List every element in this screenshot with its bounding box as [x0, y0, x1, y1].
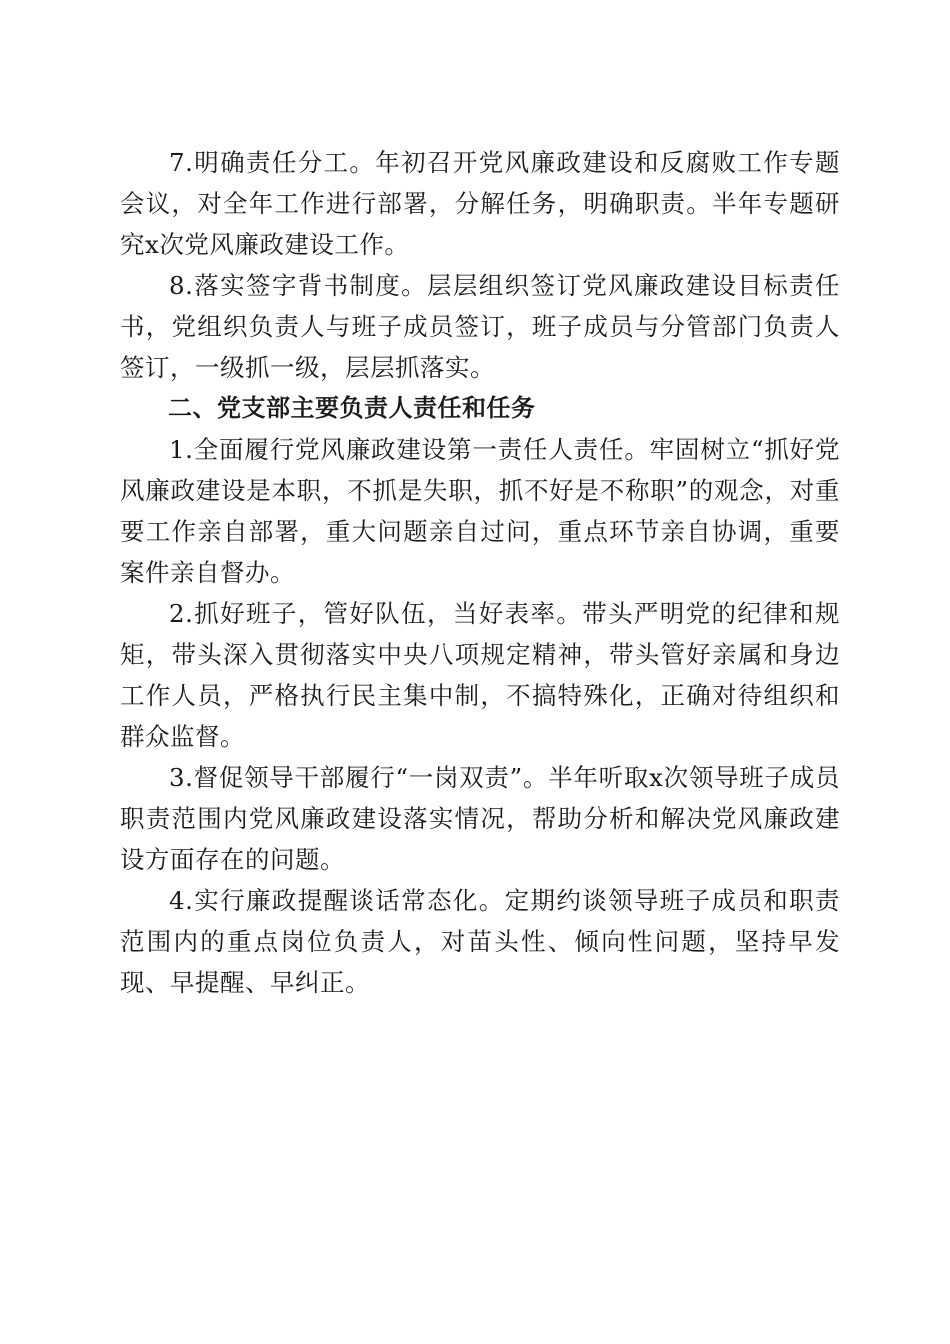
- paragraph-8-signature-system: 8.落实签字背书制度。层层组织签订党风廉政建设目标责任书，党组织负责人与班子成员签订，班子成员与分管部门负责人签订，一级抓一级，层层抓落实。: [120, 271, 840, 382]
- paragraph-4-integrity-talks: 4.实行廉政提醒谈话常态化。定期约谈领导班子成员和职责范围内的重点岗位负责人，对苗头性、倾向性问题，坚持早发现、早提醒、早纠正。: [120, 886, 840, 997]
- section-heading-2: 二、党支部主要负责人责任和任务: [168, 394, 536, 422]
- document-body: [120, 142, 840, 1003]
- paragraph-3-supervise-leaders: 3.督促领导干部履行“一岗双责”。半年听取x次领导班子成员职责范围内党风廉政建设落实情况，帮助分析和解决党风廉政建设方面存在的问题。: [120, 763, 840, 874]
- paragraph-1-first-responsible: 1.全面履行党风廉政建设第一责任人责任。牢固树立“抓好党风廉政建设是本职，不抓是失职，抓不好是不称职”的观念，对重要工作亲自部署，重大问题亲自过问，重点环节亲自协调，重要案件亲自督办。: [120, 435, 840, 587]
- paragraph-7-responsibility-division: 7.明确责任分工。年初召开党风廉政建设和反腐败工作专题会议，对全年工作进行部署，分解任务，明确职责。半年专题研究x次党风廉政建设工作。: [120, 148, 840, 259]
- paragraph-2-manage-team: 2.抓好班子，管好队伍，当好表率。带头严明党的纪律和规矩，带头深入贯彻落实中央八项规定精神，带头管好亲属和身边工作人员，严格执行民主集中制，不搞特殊化，正确对待组织和群众监督。: [120, 599, 840, 751]
